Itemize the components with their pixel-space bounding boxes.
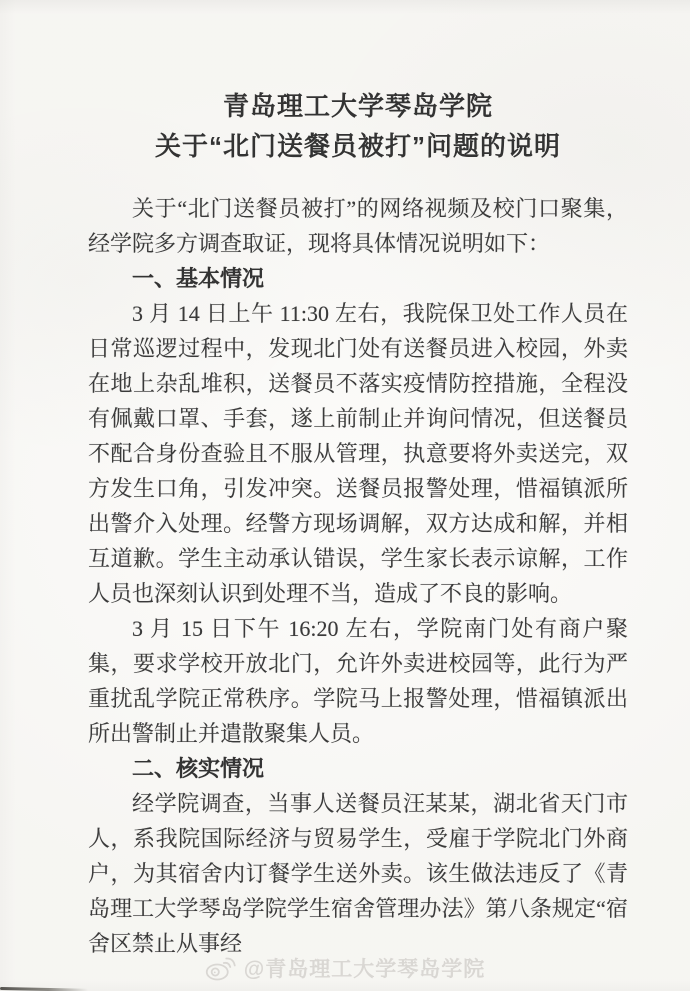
intro-paragraph: 关于“北门送餐员被打”的网络视频及校门口聚集，经学院多方调查取证，现将具体情况说明如下： [88,196,628,256]
section2-heading: 二、核实情况 [132,756,265,781]
section1-heading: 一、基本情况 [132,266,265,291]
section2-paragraph-1: 经学院调查，当事人送餐员汪某某，湖北省天门市人，系我院国际经济与贸易学生，受雇于学院北门外商户，为其宿舍内订餐学生送外卖。该生做法违反了《青岛理工大学琴岛学院学生宿舍管理办法》第八条规定“宿舍区禁止从事经 [88,791,628,956]
document-title-line2: 关于“北门送餐员被打”问题的说明 [154,131,561,161]
section1-paragraph-1: 3 月 14 日上午 11:30 左右，我院保卫处工作人员在日常巡逻过程中，发现北门处有送餐员进入校园，外卖在地上杂乱堆积，送餐员不落实疫情防控措施，全程没有佩戴口罩、手套，遂上前制止并询问情况，但送餐员不配合身份查验且不服从管理，执意要将外卖送完，双方发生口角，引发冲突。送餐员报警处理，惜福镇派所出警介入处理。经警方现场调解，双方达成和解，并相互道歉。学生主动承认错误，学生家长表示谅解，工作人员也深刻认识到处理不当，造成了不良的影响。 [88,301,628,606]
weibo-icon [205,954,237,982]
weibo-handle: @青岛理工大学琴岛学院 [243,958,486,981]
document-title-line1: 青岛理工大学琴岛学院 [222,91,493,121]
weibo-watermark [205,953,485,983]
document-title [88,86,628,166]
document-body [88,191,628,961]
photo-edge-artifact [0,987,88,991]
section1-paragraph-2: 3 月 15 日下午 16:20 左右，学院南门处有商户聚集，要求学校开放北门，允许外卖进校园等，此行为严重扰乱学院正常秩序。学院马上报警处理，惜福镇派出所出警制止并遣散聚集人员。 [88,616,628,746]
